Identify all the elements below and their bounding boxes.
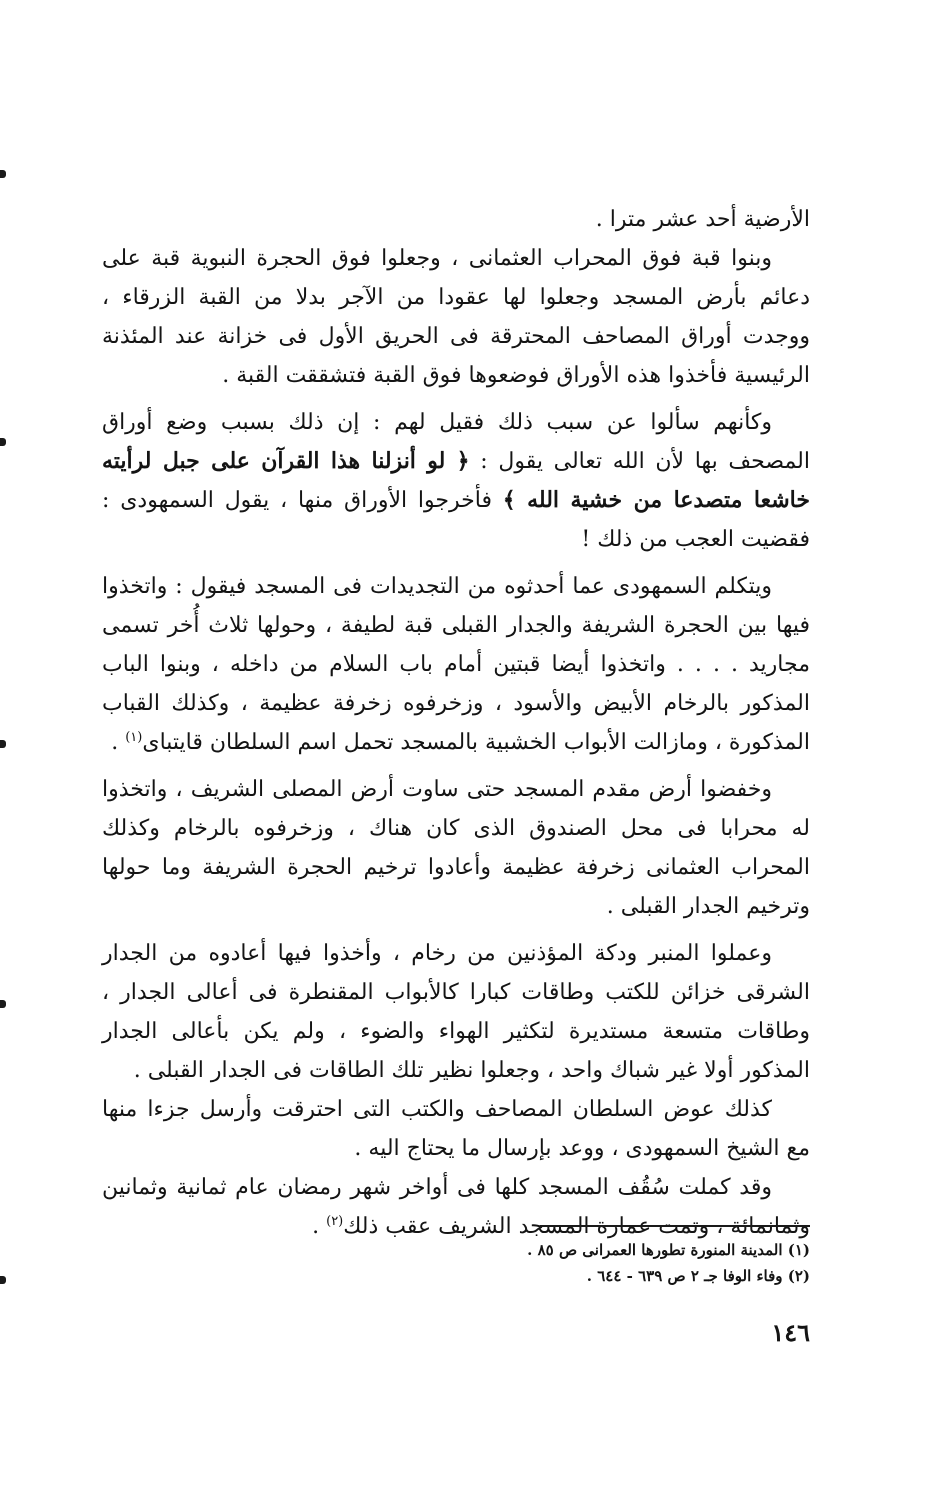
footnote-ref-2: (٢) <box>326 1214 344 1229</box>
binding-mark <box>0 1276 6 1284</box>
footnote-2: (٢) وفاء الوفا جـ ٢ ص ٦٣٩ - ٦٤٤ . <box>586 1267 810 1285</box>
footnote-divider <box>540 1225 810 1227</box>
paragraph-8-end: . <box>312 1214 327 1239</box>
paragraph-8 <box>102 1168 810 1246</box>
paragraph-3-outro: فأخرجوا الأوراق منها ، يقول السمهودى : فقضيت العجب من ذلك ! <box>102 488 810 552</box>
quran-verse: ﴿ لو أنزلنا هذا القرآن على جبل لرأيته خاشعا متصدعا من خشية الله ﴾ <box>102 448 810 513</box>
paragraph-1: الأرضية أحد عشر مترا . <box>595 207 810 232</box>
binding-mark <box>0 740 6 748</box>
paragraph-3 <box>102 403 810 559</box>
paragraph-4-end: . <box>111 730 126 755</box>
main-text <box>102 200 810 1246</box>
paragraph-5: وخفضوا أرض مقدم المسجد حتى ساوت أرض المصلى الشريف ، واتخذوا له محرابا فى محل الصندوق الذى كان هناك ، وزخرفوه بالرخام وكذلك المحراب العثمانى زخرفة عظيمة وأعادوا ترخيم الحجرة الشريفة وما حولها وترخيم الجدار القبلى . <box>102 777 810 919</box>
footnotes <box>430 1237 810 1289</box>
footnote-1: (١) المدينة المنورة تطورها العمرانى ص ٨٥ . <box>527 1241 810 1259</box>
paragraph-6: وعملوا المنبر ودكة المؤذنين من رخام ، وأخذوا فيها أعادوه من الجدار الشرقى خزائن للكتب وطاقات كبارا كالأبواب المقنطرة فى أعالى الجدار ، وطاقات متسعة مستديرة لتكثير الهواء والضوء ، ولم يكن بأعالى الجدار المذكور أولا غير شباك واحد ، وجعلوا نظير تلك الطاقات فى الجدار القبلى . <box>102 941 810 1083</box>
paragraph-4 <box>102 567 810 762</box>
binding-mark <box>0 170 6 178</box>
paragraph-4-text: ويتكلم السمهودى عما أحدثوه من التجديدات فى المسجد فيقول : واتخذوا فيها بين الحجرة الشريفة والجدار القبلى قبة لطيفة ، وحولها ثلاث أُخر تسمى مجاريد . . . . واتخذوا أيضا قبتين أمام باب السلام من داخله ، وبنوا الباب المذكور بالرخام الأبيض والأسود ، وزخرفوه زخرفة عظيمة ، وكذلك القباب المذكورة ، ومازالت الأبواب الخشبية بالمسجد تحمل اسم السلطان قايتباى <box>102 574 810 755</box>
paragraph-8-text: وقد كملت سُقُف المسجد كلها فى أواخر شهر رمضان عام ثمانية وثمانين وثمانمائة ، وتمت عمارة المسجد الشريف عقب ذلك <box>102 1175 810 1239</box>
page-number: ١٤٦ <box>771 1318 810 1347</box>
binding-mark <box>0 1000 6 1008</box>
paragraph-7: كذلك عوض السلطان المصاحف والكتب التى احترقت وأرسل جزءا منها مع الشيخ السمهودى ، ووعد بإرسال ما يحتاج اليه . <box>102 1097 810 1161</box>
binding-mark <box>0 438 6 446</box>
paragraph-2: وبنوا قبة فوق المحراب العثمانى ، وجعلوا فوق الحجرة النبوية قبة على دعائم بأرض المسجد وجعلوا لها عقودا من الآجر بدلا من القبة الزرقاء ، ووجدت أوراق المصاحف المحترقة فى الحريق الأول فى خزانة عند المئذنة الرئيسية فأخذوا هذه الأوراق فوضعوها فوق القبة فتشققت القبة . <box>102 246 810 388</box>
footnote-ref-1: (١) <box>125 730 143 745</box>
paragraph-3-intro: وكأنهم سألوا عن سبب ذلك فقيل لهم : إن ذلك بسبب وضع أوراق المصحف بها لأن الله تعالى يقول : <box>102 410 810 474</box>
